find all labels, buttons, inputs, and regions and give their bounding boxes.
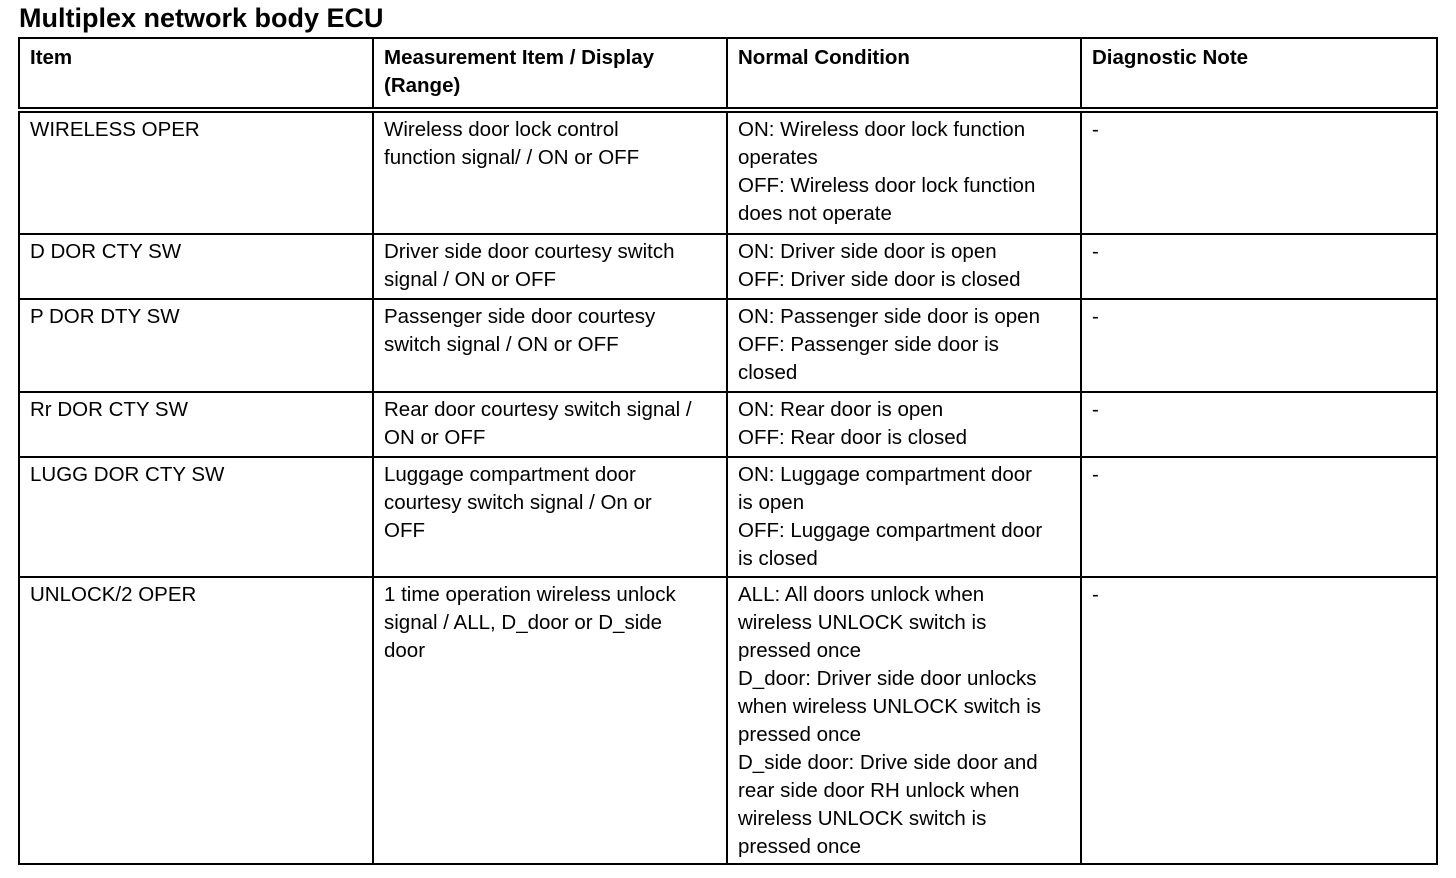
diagnostic-note-text: - xyxy=(1092,118,1099,141)
diagnostic-note-cell xyxy=(1081,234,1437,299)
header-normal-condition-label: Normal Condition xyxy=(738,46,910,69)
normal-condition-line: wireless UNLOCK switch is xyxy=(738,611,987,634)
diagnostic-note-cell xyxy=(1081,110,1437,234)
item-text: UNLOCK/2 OPER xyxy=(30,583,197,606)
normal-condition-line: OFF: Driver side door is closed xyxy=(738,268,1021,291)
measurement-line: function signal/ / ON or OFF xyxy=(384,146,640,169)
measurement-line: ON or OFF xyxy=(384,426,486,449)
normal-condition-line: OFF: Wireless door lock function xyxy=(738,174,1036,197)
diagnostic-note-text: - xyxy=(1092,463,1099,486)
normal-condition-cell xyxy=(727,299,1081,392)
normal-condition-line: OFF: Luggage compartment door xyxy=(738,519,1043,542)
normal-condition-line: ON: Luggage compartment door xyxy=(738,463,1032,486)
measurement-line: Driver side door courtesy switch xyxy=(384,240,675,263)
normal-condition-cell xyxy=(727,392,1081,457)
measurement-line: Luggage compartment door xyxy=(384,463,636,486)
diagnostic-note-text: - xyxy=(1092,240,1099,263)
measurement-line: signal / ON or OFF xyxy=(384,268,557,291)
normal-condition-line: wireless UNLOCK switch is xyxy=(738,807,987,830)
normal-condition-line: is open xyxy=(738,491,805,514)
table-row xyxy=(19,234,1437,299)
normal-condition-line: ON: Wireless door lock function xyxy=(738,118,1026,141)
table-row xyxy=(19,577,1437,864)
header-diagnostic-note xyxy=(1081,38,1437,110)
normal-condition-line: rear side door RH unlock when xyxy=(738,779,1020,802)
item-text: D DOR CTY SW xyxy=(30,240,182,263)
table-header xyxy=(19,38,1437,110)
item-cell xyxy=(19,392,373,457)
normal-condition-line: pressed once xyxy=(738,723,862,746)
measurement-line: Wireless door lock control xyxy=(384,118,619,141)
normal-condition-line: does not operate xyxy=(738,202,892,225)
diagnostic-note-cell xyxy=(1081,457,1437,577)
measurement-line: switch signal / ON or OFF xyxy=(384,333,619,356)
diagnostic-note-cell xyxy=(1081,392,1437,457)
diagnostic-note-cell xyxy=(1081,299,1437,392)
measurement-line: Passenger side door courtesy xyxy=(384,305,656,328)
diagnostic-note-text: - xyxy=(1092,398,1099,421)
normal-condition-line: ALL: All doors unlock when xyxy=(738,583,985,606)
header-measurement-label: Measurement Item / Display xyxy=(384,46,655,69)
header-item-label: Item xyxy=(30,46,73,69)
diagnostic-note-text: - xyxy=(1092,583,1099,606)
header-measurement xyxy=(373,38,727,110)
normal-condition-line: operates xyxy=(738,146,818,169)
normal-condition-line: closed xyxy=(738,361,798,384)
measurement-cell xyxy=(373,110,727,234)
normal-condition-line: when wireless UNLOCK switch is xyxy=(738,695,1042,718)
item-text: WIRELESS OPER xyxy=(30,118,200,141)
header-row xyxy=(19,38,1437,110)
normal-condition-line: pressed once xyxy=(738,835,862,858)
normal-condition-cell xyxy=(727,110,1081,234)
diagnostic-note-text: - xyxy=(1092,305,1099,328)
table-row xyxy=(19,299,1437,392)
measurement-line: Rear door courtesy switch signal / xyxy=(384,398,692,421)
measurement-cell xyxy=(373,392,727,457)
table-row xyxy=(19,392,1437,457)
normal-condition-line: is closed xyxy=(738,547,818,570)
measurement-line: courtesy switch signal / On or xyxy=(384,491,652,514)
item-cell xyxy=(19,299,373,392)
ecu-data-table xyxy=(18,37,1438,865)
normal-condition-line: ON: Passenger side door is open xyxy=(738,305,1040,328)
measurement-line: door xyxy=(384,639,426,662)
measurement-line: OFF xyxy=(384,519,425,542)
page-title: Multiplex network body ECU xyxy=(19,3,384,33)
normal-condition-line: D_side door: Drive side door and xyxy=(738,751,1038,774)
normal-condition-line: ON: Driver side door is open xyxy=(738,240,997,263)
item-text: Rr DOR CTY SW xyxy=(30,398,188,421)
measurement-line: signal / ALL, D_door or D_side xyxy=(384,611,663,634)
header-normal-condition xyxy=(727,38,1081,110)
normal-condition-line: OFF: Passenger side door is xyxy=(738,333,999,356)
normal-condition-line: D_door: Driver side door unlocks xyxy=(738,667,1037,690)
normal-condition-line: pressed once xyxy=(738,639,862,662)
header-measurement-range: (Range) xyxy=(384,74,461,97)
item-cell xyxy=(19,234,373,299)
measurement-cell xyxy=(373,234,727,299)
normal-condition-cell xyxy=(727,577,1081,864)
table-row xyxy=(19,110,1437,234)
item-cell xyxy=(19,110,373,234)
item-text: P DOR DTY SW xyxy=(30,305,180,328)
measurement-cell xyxy=(373,577,727,864)
item-text: LUGG DOR CTY SW xyxy=(30,463,225,486)
normal-condition-line: ON: Rear door is open xyxy=(738,398,944,421)
diagnostic-note-cell xyxy=(1081,577,1437,864)
normal-condition-cell xyxy=(727,234,1081,299)
header-diagnostic-note-label: Diagnostic Note xyxy=(1092,46,1249,69)
normal-condition-line: OFF: Rear door is closed xyxy=(738,426,967,449)
measurement-cell xyxy=(373,299,727,392)
normal-condition-cell xyxy=(727,457,1081,577)
measurement-line: 1 time operation wireless unlock xyxy=(384,583,676,606)
header-item xyxy=(19,38,373,110)
table-body xyxy=(19,110,1437,864)
measurement-cell xyxy=(373,457,727,577)
item-cell xyxy=(19,457,373,577)
table-row xyxy=(19,457,1437,577)
item-cell xyxy=(19,577,373,864)
